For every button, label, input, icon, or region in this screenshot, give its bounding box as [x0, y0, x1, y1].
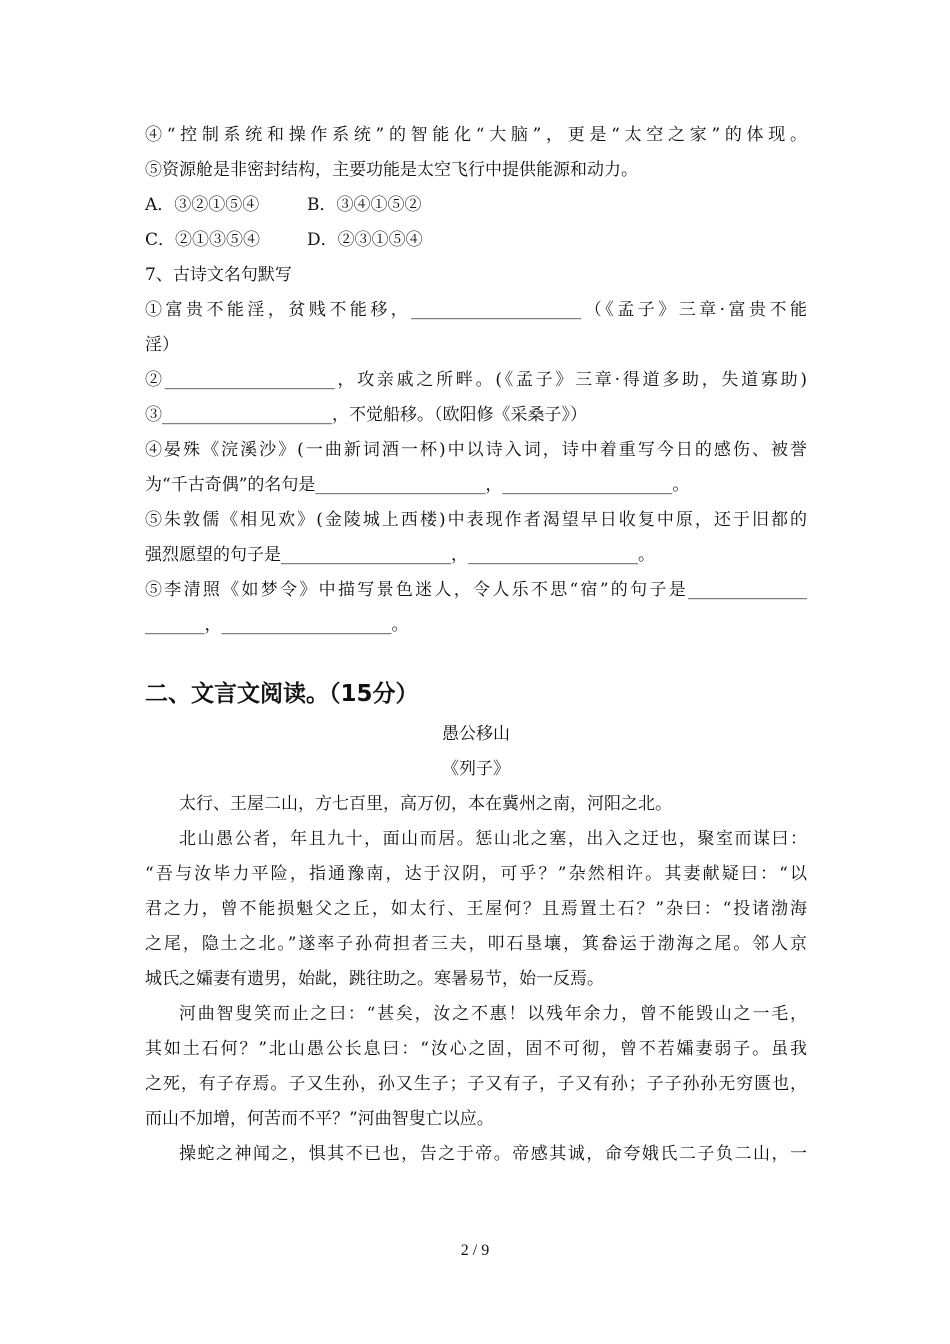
passage-line: 之死，有子存焉。子又生孙，孙又生子；子又有子，子又有孙；子子孙孙无穷匮也，	[145, 1074, 807, 1094]
passage-line: 操蛇之神闻之，惧其不已也，告之于帝。帝感其诚，命夸娥氏二子负二山，一	[179, 1144, 807, 1164]
text-line: ④“控制系统和操作系统”的智能化“大脑”，更是“太空之家”的体现。	[145, 125, 807, 145]
options-row	[145, 188, 807, 223]
passage-line: 其如土石何？”北山愚公长息曰：“汝心之固，固不可彻，曾不若孀妻弱子。虽我	[145, 1039, 807, 1059]
passage-line: 而山不加增，何苦而不平？”河曲智叟亡以应。	[145, 1109, 494, 1129]
question-line: ⑤李清照《如梦令》中描写景色迷人，令人乐不思“宿”的句子是______________	[145, 580, 807, 600]
passage-title: 愚公移山	[442, 724, 510, 744]
passage-line: “吾与汝毕力平险，指通豫南，达于汉阴，可乎？”杂然相许。其妻献疑曰：“以	[145, 864, 807, 884]
question-line: ①富贵不能淫，贫贱不能移，____________________（《孟子》三章·富贵不能	[145, 300, 807, 320]
question-line: 淫）	[145, 335, 179, 355]
question-line: ③____________________，不觉船移。（欧阳修《采桑子》）	[145, 405, 587, 425]
question-line: ②____________________，攻亲戚之所畔。(《孟子》三章·得道多助，失道寡助)	[145, 370, 807, 390]
question-line: _______，____________________。	[145, 615, 409, 635]
option-c: C．②①③⑤④	[145, 230, 261, 250]
option-b: B．③④①⑤②	[307, 195, 422, 215]
passage-line: 之尾，隐土之北。”遂率子孙荷担者三夫，叩石垦壤，箕畚运于渤海之尾。邻人京	[145, 934, 807, 954]
options-row	[145, 223, 807, 258]
passage-author: 《列子》	[442, 759, 510, 779]
passage-line: 君之力，曾不能损魁父之丘，如太行、王屋何？且焉置土石？”杂曰：“投诸渤海	[145, 899, 807, 919]
question-title: 7、古诗文名句默写	[145, 265, 292, 285]
page-number: 2 / 9	[460, 1242, 490, 1259]
option-a: A．③②①⑤④	[145, 195, 260, 215]
question-line: 强烈愿望的句子是____________________，____________________。	[145, 545, 655, 565]
option-d: D．②③①⑤④	[307, 230, 423, 250]
passage-line: 城氏之孀妻有遗男，始龀，跳往助之。寒暑易节，始一反焉。	[145, 969, 604, 989]
passage-line: 北山愚公者，年且九十，面山而居。惩山北之塞，出入之迂也，聚室而谋曰：	[179, 829, 807, 849]
question-line: ⑤朱敦儒《相见欢》(金陵城上西楼)中表现作者渴望早日收复中原，还于旧都的	[145, 510, 807, 530]
question-line: ④晏殊《浣溪沙》(一曲新词酒一杯)中以诗入词，诗中着重写今日的感伤、被誉	[145, 440, 807, 460]
passage-line: 太行、王屋二山，方七百里，高万仞，本在冀州之南，河阳之北。	[179, 794, 672, 814]
section-heading: 二、文言文阅读。（15分）	[145, 681, 419, 707]
text-line: ⑤资源舱是非密封结构，主要功能是太空飞行中提供能源和动力。	[145, 160, 638, 180]
passage-line: 河曲智叟笑而止之曰：“甚矣，汝之不惠！以残年余力，曾不能毁山之一毛，	[179, 1004, 807, 1024]
page-content	[145, 118, 807, 1172]
question-line: 为“千古奇偶”的名句是____________________，____________________。	[145, 475, 690, 495]
